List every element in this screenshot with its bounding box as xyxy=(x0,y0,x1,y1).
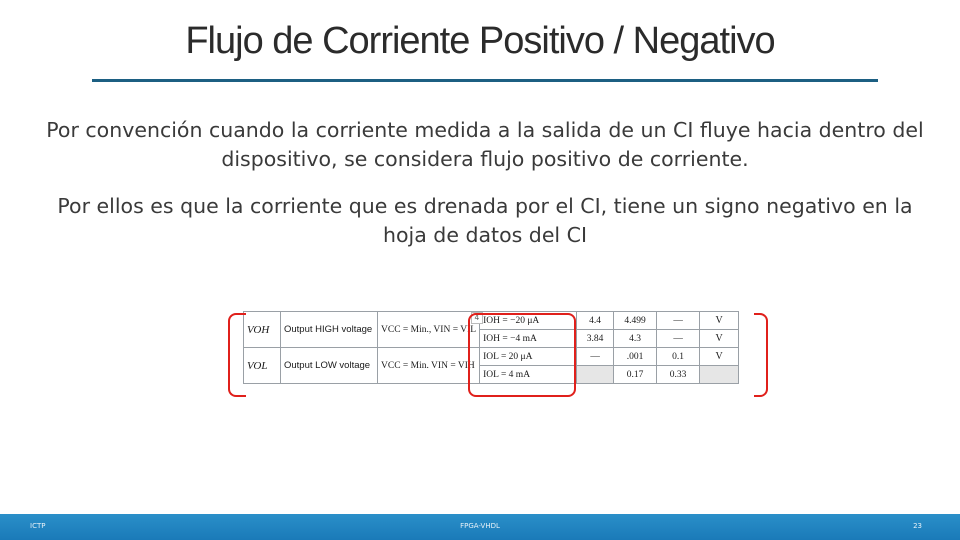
condition-high xyxy=(378,312,480,348)
symbol-vol: VOL xyxy=(244,348,281,384)
test-ioh-20ua: IOH = −20 μA xyxy=(480,312,577,330)
param-output-high: Output HIGH voltage xyxy=(281,312,378,348)
cell-typ: 0.17 xyxy=(614,366,657,384)
cell-unit: V xyxy=(700,330,739,348)
paragraph-negative-sign: Por ellos es que la corriente que es drenada por el CI, tiene un signo negativo en la hoja de datos del CI xyxy=(57,194,913,247)
cell-min xyxy=(577,366,614,384)
cell-min: — xyxy=(577,348,614,366)
cell-min: 3.84 xyxy=(577,330,614,348)
page-badge: 4 xyxy=(471,312,483,324)
slide-title: Flujo de Corriente Positivo / Negativo xyxy=(185,20,775,62)
cell-unit: V xyxy=(700,312,739,330)
condition-low: VCC = Min. VIN = VIH xyxy=(378,348,480,384)
paragraph-convention: Por convención cuando la corriente medida a la salida de un CI fluye hacia dentro del dispositivo, se considera flujo positivo de corriente. xyxy=(46,118,924,171)
footer-center-label: FPGA-VHDL xyxy=(460,522,500,530)
symbol-voh: VOH xyxy=(244,312,281,348)
cell-max: 0.1 xyxy=(657,348,700,366)
cell-typ: 4.3 xyxy=(614,330,657,348)
test-ioh-4ma: IOH = −4 mA xyxy=(480,330,577,348)
cell-typ: 4.499 xyxy=(614,312,657,330)
test-iol-20ua: IOL = 20 μA xyxy=(480,348,577,366)
footer-bar xyxy=(0,514,960,540)
condition-high-text: VCC = Min., VIN = VIL xyxy=(381,324,477,335)
highlight-right-bracket xyxy=(754,313,768,397)
page-number: 23 xyxy=(913,522,922,530)
test-iol-4ma: IOL = 4 mA xyxy=(480,366,577,384)
cell-max: — xyxy=(657,330,700,348)
footer-left-label: ICTP xyxy=(30,522,46,530)
param-output-low: Output LOW voltage xyxy=(281,348,378,384)
title-underline xyxy=(92,79,878,82)
cell-unit: V xyxy=(700,348,739,366)
highlight-left-bracket xyxy=(228,313,246,397)
cell-unit xyxy=(700,366,739,384)
cell-max: 0.33 xyxy=(657,366,700,384)
highlight-test-conditions xyxy=(468,313,576,397)
cell-max: — xyxy=(657,312,700,330)
cell-typ: .001 xyxy=(614,348,657,366)
datasheet-excerpt xyxy=(228,308,770,400)
cell-min: 4.4 xyxy=(577,312,614,330)
